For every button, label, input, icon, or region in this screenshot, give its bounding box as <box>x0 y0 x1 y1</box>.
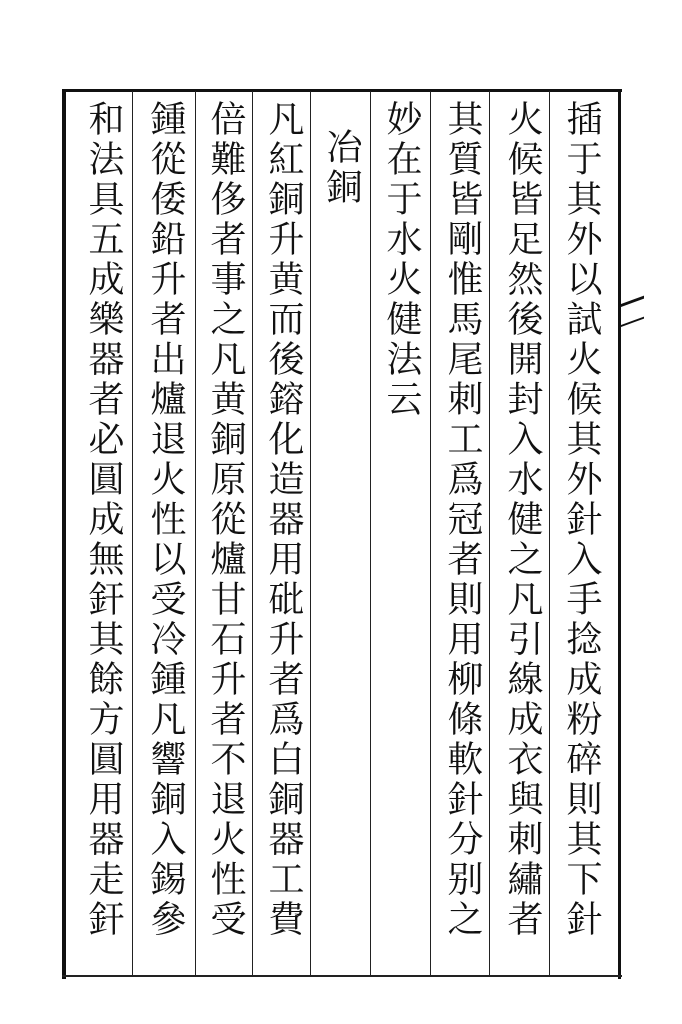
column-rule <box>430 91 431 975</box>
frame-left-line <box>62 89 66 979</box>
text-column-1: 插于其外以試火候其外針入手捻成粉碎則其下針 <box>561 100 602 940</box>
text-column-3: 其質皆剛惟馬尾刺工爲冠者則用柳條軟針分别之 <box>442 100 483 940</box>
edge-mark <box>620 296 644 328</box>
frame-right-line <box>618 89 621 979</box>
column-rule <box>132 91 133 975</box>
text-column-4: 妙在于水火健法云 <box>381 100 422 420</box>
text-column-8: 鍾從倭鉛升者出爐退火性以受冷鍾凡響銅入錫參 <box>145 100 186 940</box>
column-rule <box>195 91 196 975</box>
text-column-7: 倍難侈者事之凡黄銅原從爐甘石升者不退火性受 <box>205 100 246 940</box>
section-heading: 冶銅 <box>321 128 362 208</box>
frame-top-line <box>62 89 622 92</box>
column-rule <box>489 91 490 975</box>
column-rule <box>310 91 311 975</box>
text-column-9: 和法具五成樂器者必圓成無釬其餘方圓用器走釬 <box>83 100 124 940</box>
column-rule <box>370 91 371 975</box>
text-column-6: 凡紅銅升黄而後鎔化造器用砒升者爲白銅器工費 <box>263 100 304 940</box>
column-rule <box>549 91 550 975</box>
column-rule <box>252 91 253 975</box>
text-column-2: 火候皆足然後開封入水健之凡引線成衣與刺繡者 <box>502 100 543 940</box>
